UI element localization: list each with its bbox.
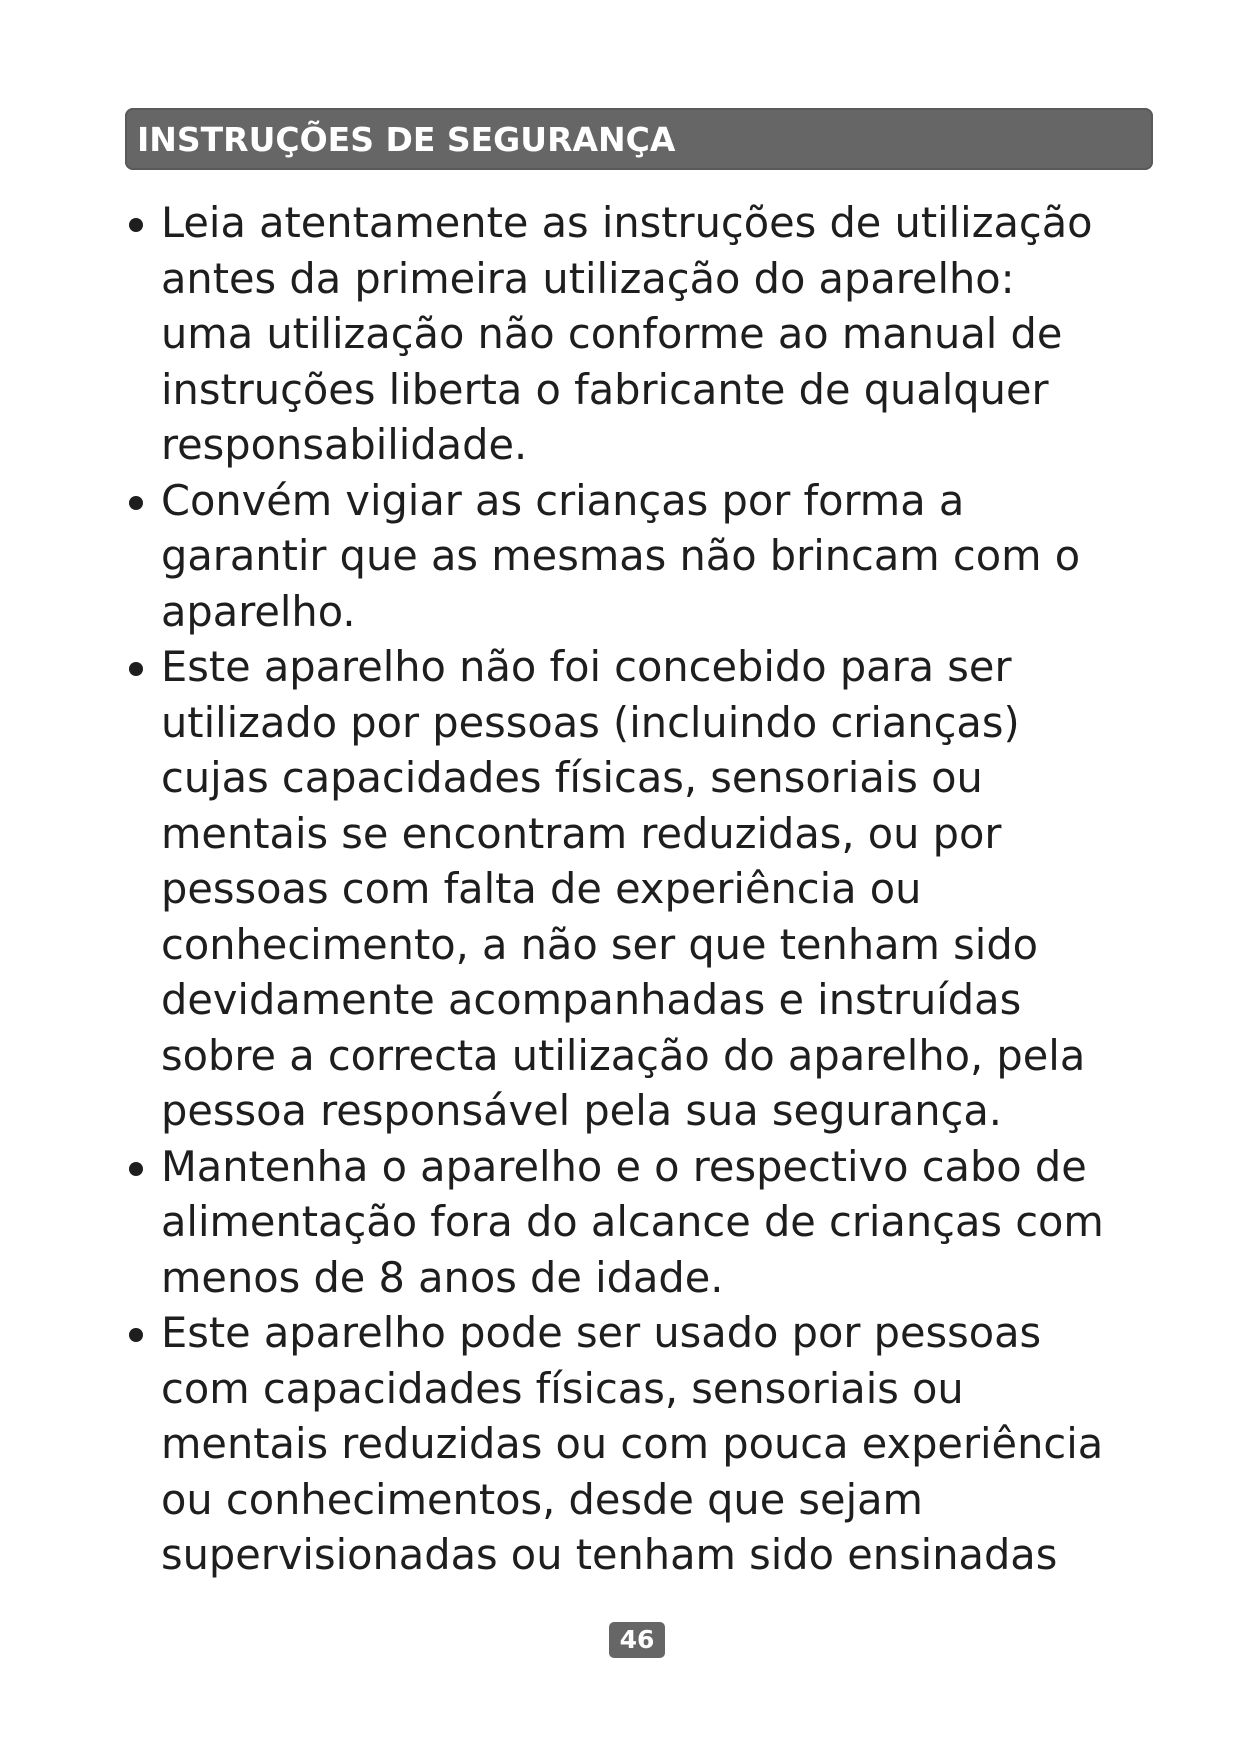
text-line: supervisionadas ou tenham sido ensinadas (161, 1530, 1058, 1579)
text-line: devidamente acompanhadas e instruídas (161, 975, 1022, 1024)
text-line: Leia atentamente as instruções de utilização (161, 198, 1093, 247)
text-line: mentais reduzidas ou com pouca experiência (161, 1419, 1104, 1468)
text-line: aparelho. (161, 586, 356, 636)
list-item (125, 195, 1145, 473)
text-line: sobre a correcta utilização do aparelho, pela (161, 1030, 1086, 1080)
text-line: uma utilização não conforme ao manual de (161, 309, 1063, 358)
page-number: 46 (609, 1622, 665, 1658)
text-line: pessoa responsável pela sua segurança. (161, 1086, 1002, 1135)
bullet-icon (129, 1162, 143, 1176)
list-item (125, 639, 1145, 1139)
safety-instructions-list (125, 195, 1145, 1583)
text-line: alimentação fora do alcance de crianças com (161, 1197, 1104, 1246)
text-line: com capacidades físicas, sensoriais ou (161, 1363, 964, 1413)
section-header (125, 108, 1153, 170)
text-line: cujas capacidades físicas, sensoriais ou (161, 753, 983, 802)
bullet-icon (129, 1328, 143, 1342)
text-line: Este aparelho não foi concebido para ser (161, 642, 1012, 691)
text-line: Mantenha o aparelho e o respectivo cabo de (161, 1141, 1087, 1191)
text-line: mentais se encontram reduzidas, ou por (161, 808, 1002, 858)
text-line: Este aparelho pode ser usado por pessoas (161, 1308, 1042, 1357)
text-line: garantir que as mesmas não brincam com o (161, 531, 1081, 580)
text-line: utilizado por pessoas (incluindo crianças) (161, 697, 1020, 747)
text-line: Convém vigiar as crianças por forma a (161, 475, 965, 525)
text-line: responsabilidade. (161, 420, 528, 469)
text-line: menos de 8 anos de idade. (161, 1252, 724, 1302)
list-item (125, 1305, 1145, 1583)
text-line: antes da primeira utilização do aparelho: (161, 253, 1015, 303)
bullet-icon (129, 218, 143, 232)
section-title: INSTRUÇÕES DE SEGURANÇA (137, 119, 676, 159)
list-item (125, 1139, 1145, 1306)
list-item (125, 473, 1145, 640)
text-line: pessoas com falta de experiência ou (161, 864, 922, 913)
text-line: instruções liberta o fabricante de qualquer (161, 364, 1049, 414)
bullet-icon (129, 496, 143, 510)
text-line: conhecimento, a não ser que tenham sido (161, 919, 1039, 969)
text-line: ou conhecimentos, desde que sejam (161, 1474, 923, 1524)
bullet-icon (129, 662, 143, 676)
